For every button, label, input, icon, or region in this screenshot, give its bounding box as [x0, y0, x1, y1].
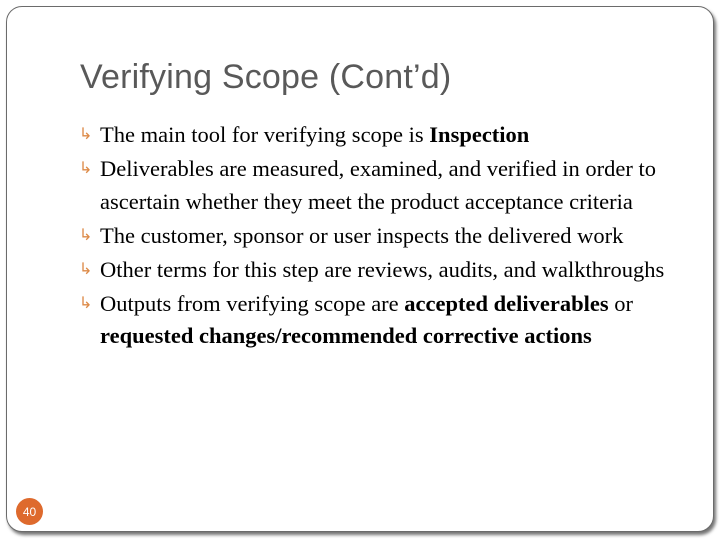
bullet-item: [79, 220, 679, 253]
curved-arrow-bullet-icon: ↳: [79, 126, 93, 143]
bullet-list: [79, 119, 679, 354]
bullet-text: Outputs from verifying scope are: [100, 290, 405, 316]
bullet-text: The main tool for verifying scope is: [100, 122, 430, 147]
bullet-text: or: [608, 290, 633, 316]
bullet-item: [79, 119, 679, 152]
bullet-item: [79, 254, 679, 287]
curved-arrow-bullet-icon: ↳: [79, 260, 93, 278]
curved-arrow-bullet-icon: ↳: [79, 160, 93, 177]
page-number-badge: 40: [16, 498, 43, 525]
bullet-emphasis: Inspection: [429, 122, 530, 147]
curved-arrow-bullet-icon: ↳: [79, 294, 93, 312]
bullet-emphasis: requested changes/recommended corrective actions: [100, 323, 592, 348]
slide-title: Verifying Scope (Cont’d): [80, 58, 452, 96]
bullet-text: Other terms for this step are reviews, audits, and walkthroughs: [100, 256, 665, 282]
curved-arrow-bullet-icon: ↳: [79, 226, 93, 244]
bullet-emphasis: accepted deliverables: [404, 290, 609, 316]
bullet-item: [79, 288, 679, 353]
bullet-text: The customer, sponsor or user inspects the delivered work: [100, 222, 624, 248]
bullet-text: Deliverables are measured, examined, and verified in order to ascertain whether they meet the product acceptance criteria: [100, 156, 657, 214]
bullet-item: [79, 153, 679, 218]
